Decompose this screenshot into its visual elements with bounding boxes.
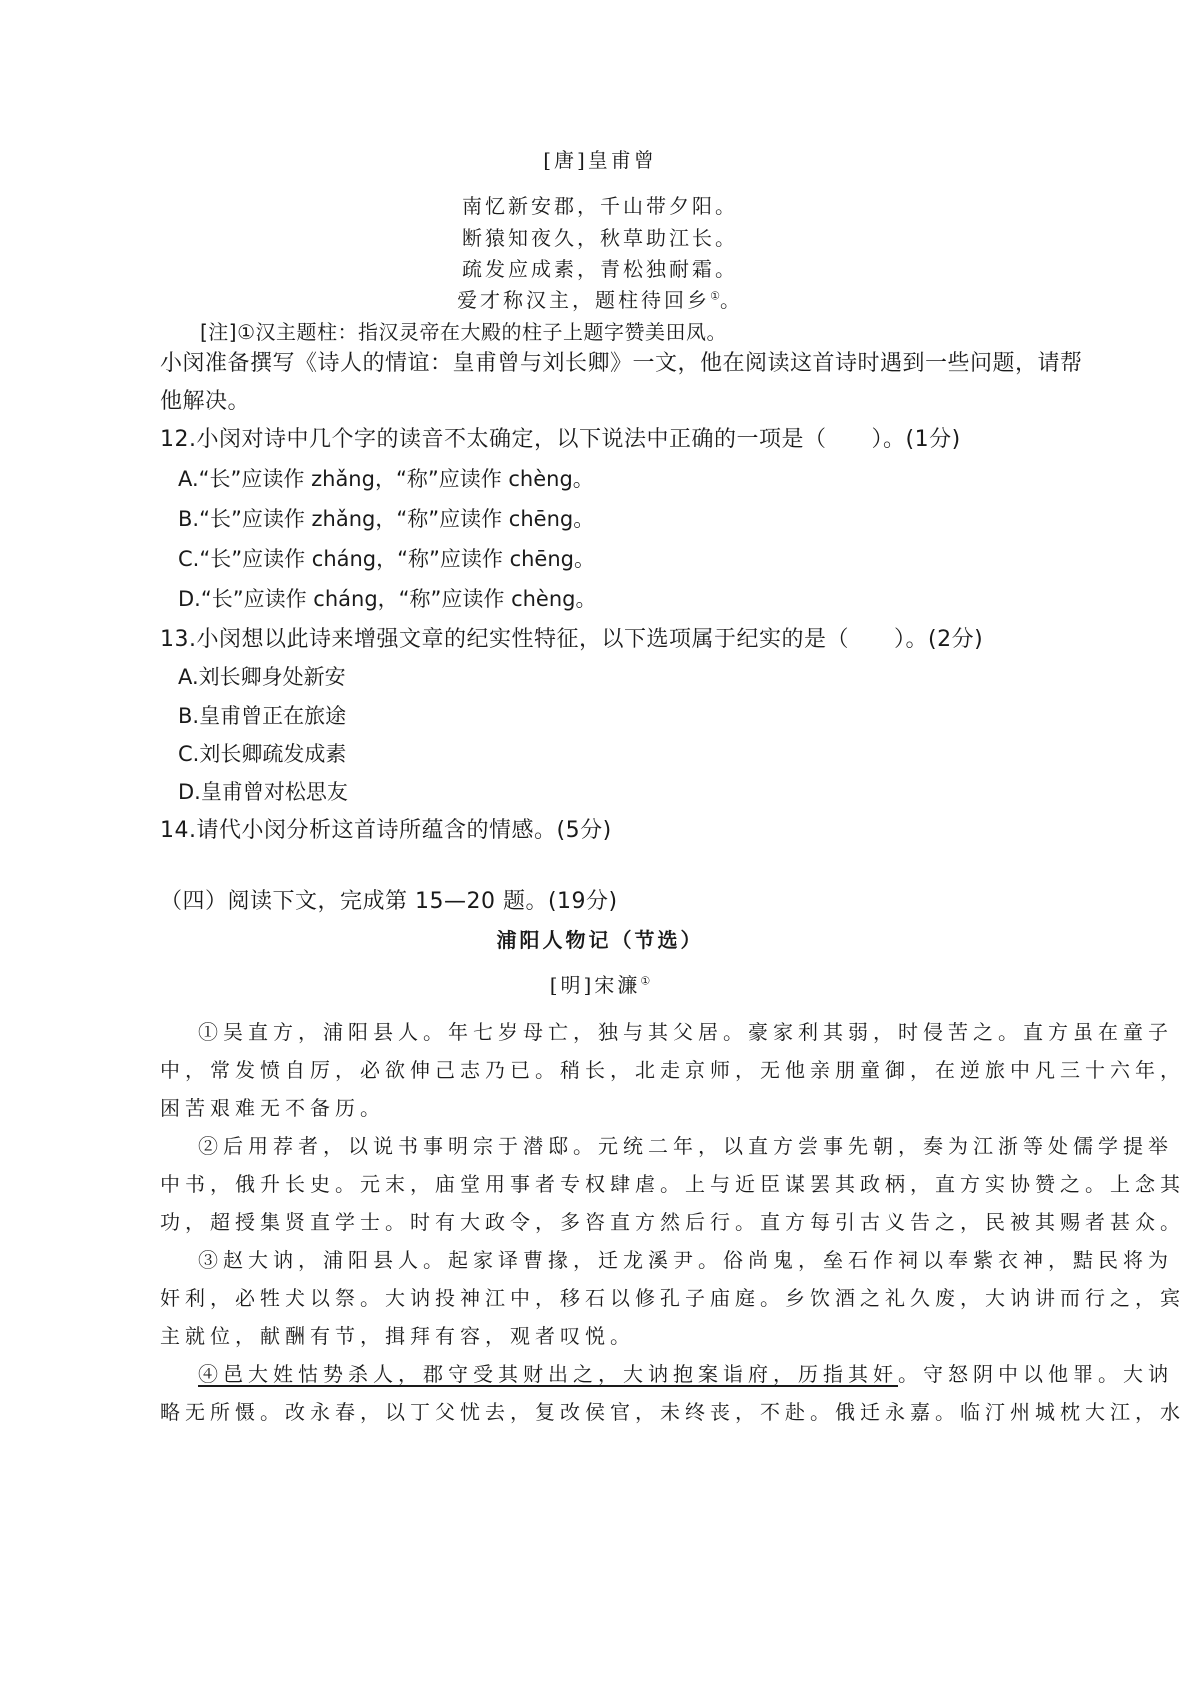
poem-line-1: 南忆新安郡，千山带夕阳。: [462, 194, 738, 218]
passage-p3-line-3: 主就位，献酬有节，揖拜有容，观者叹悦。: [160, 1324, 635, 1348]
poem-note: [注]①汉主题柱：指汉灵帝在大殿的柱子上题字赞美田凤。: [200, 320, 728, 344]
q13-stem: 13.小闵想以此诗来增强文章的纪实性特征，以下选项属于纪实的是（ ）。(2分): [160, 627, 984, 652]
passage-p3-line-2: 奸利，必牲犬以祭。大讷投神江中，移石以修孔子庙庭。乡饮酒之礼久废，大讷讲而行之，宾: [160, 1286, 1185, 1310]
passage-p3-line-1: ③赵大讷，浦阳县人。起家译曹掾，迁龙溪尹。俗尚鬼，垒石作祠以奉紫衣神，黠民将为: [198, 1248, 1173, 1272]
footnote-mark: ①: [640, 974, 651, 988]
q13-option-b: B.皇甫曾正在旅途: [178, 704, 347, 728]
q12-option-d: D.“长”应读作 cháng，“称”应读作 chèng。: [178, 587, 597, 611]
q13-option-a: A.刘长卿身处新安: [178, 665, 346, 689]
passage-p2-line-2: 中书，俄升长史。元末，庙堂用事者专权肆虐。上与近臣谋罢其政柄，直方实协赞之。上念其: [160, 1172, 1185, 1196]
q12-option-a: A.“长”应读作 zhǎng，“称”应读作 chèng。: [178, 467, 594, 491]
passage-p4-line-2: 略无所慑。改永春，以丁父忧去，复改侯官，未终丧，不赴。俄迁永嘉。临汀州城枕大江，水: [160, 1400, 1185, 1424]
poem-line-3: 疏发应成素，青松独耐霜。: [462, 257, 738, 281]
poem-line-4: [0, 290, 1200, 310]
passage-p2-line-3: 功，超授集贤直学士。时有大政令，多咨直方然后行。直方每引古义告之，民被其赐者甚众。: [160, 1210, 1185, 1234]
passage-p1-line-1: ①吴直方，浦阳县人。年七岁母亡，独与其父居。豪家利其弱，时侵苦之。直方虽在童子: [198, 1020, 1173, 1044]
poem-line-4-text: 爱才称汉主，题柱待回乡: [457, 288, 711, 312]
passage-p1-line-3: 困苦艰难无不备历。: [160, 1096, 385, 1120]
passage-title: 浦阳人物记（节选）: [496, 928, 704, 952]
q12-stem: 12.小闵对诗中几个字的读音不太确定，以下说法中正确的一项是（ ）。(1分): [160, 427, 961, 452]
passage-author: [0, 975, 1200, 995]
poem-line-4-end: 。: [719, 288, 743, 312]
passage-author-text: [明]宋濂: [549, 973, 641, 997]
intro-line-1: 小闵准备撰写《诗人的情谊：皇甫曾与刘长卿》一文，他在阅读这首诗时遇到一些问题，请帮: [160, 351, 1083, 376]
intro-line-2: 他解决。: [160, 389, 251, 414]
q14-stem: 14.请代小闵分析这首诗所蕴含的情感。(5分): [160, 818, 612, 843]
section-heading: （四）阅读下文，完成第 15—20 题。(19分): [160, 889, 618, 914]
poem-line-2: 断猿知夜久，秋草助江长。: [462, 226, 738, 250]
footnote-mark: ①: [710, 289, 720, 303]
q12-option-c: C.“长”应读作 cháng，“称”应读作 chēng。: [178, 547, 595, 571]
q12-option-b: B.“长”应读作 zhǎng，“称”应读作 chēng。: [178, 507, 595, 531]
passage-p4-line-1: [198, 1364, 1173, 1384]
passage-p2-line-1: ②后用荐者，以说书事明宗于潜邸。元统二年，以直方尝事先朝，奏为江浙等处儒学提举: [198, 1134, 1173, 1158]
passage-p4-line-1-rest: 。守怒阴中以他罪。大讷: [898, 1362, 1173, 1386]
q13-option-d: D.皇甫曾对松思友: [178, 780, 348, 804]
q13-option-c: C.刘长卿疏发成素: [178, 742, 347, 766]
underlined-sentence: ④邑大姓怙势杀人，郡守受其财出之，大讷抱案诣府，历指其奸: [198, 1362, 898, 1386]
passage-p1-line-2: 中，常发愤自厉，必欲伸己志乃已。稍长，北走京师，无他亲朋童御，在逆旅中凡三十六年，: [160, 1058, 1185, 1082]
poem-author: [唐]皇甫曾: [543, 148, 657, 172]
